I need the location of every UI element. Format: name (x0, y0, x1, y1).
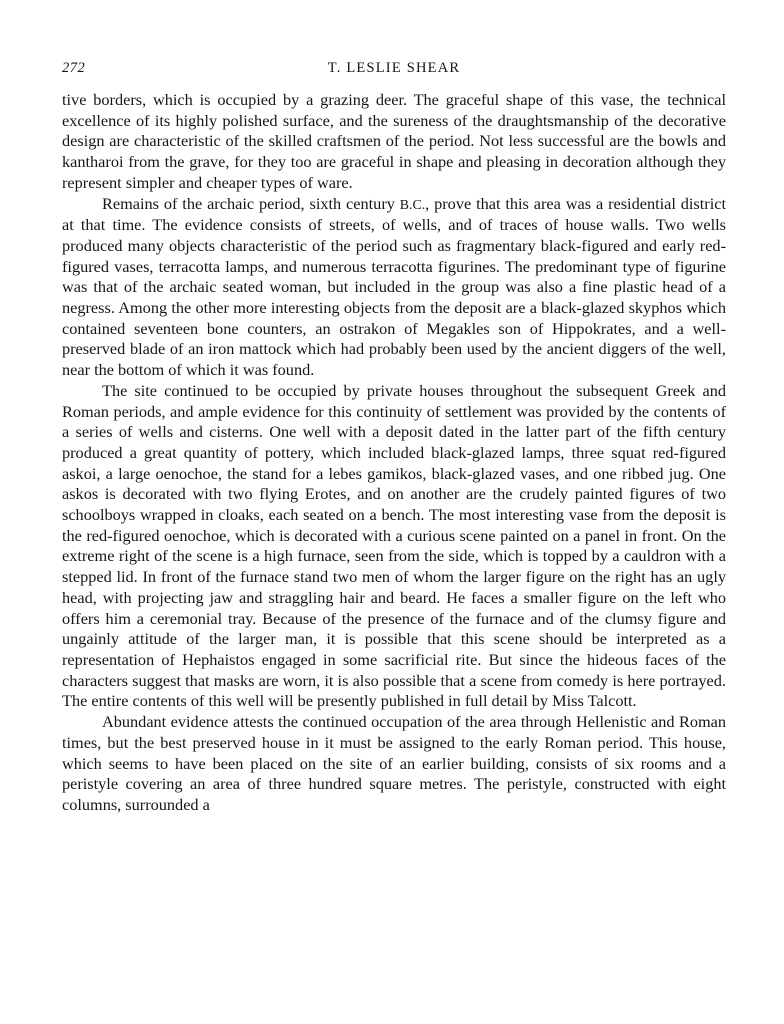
paragraph-text: Remains of the archaic period, sixth century (102, 193, 400, 213)
paragraph-archaic-period (62, 194, 726, 381)
running-title: T. LESLIE SHEAR (327, 60, 461, 76)
paragraph-continuation: tive borders, which is occupied by a grazing deer. The graceful shape of this vase, the technical excellence of its highly polished surface, and the sureness of the draughtsmanship of the decorative design are characteristic of the skilled craftsmen of the period. Not less successful are the bowls and kantharoi from the grave, for they too are graceful in shape and pleasing in decoration although they represent simpler and cheaper types of ware. (62, 90, 726, 192)
body-text (62, 90, 726, 816)
document-page (62, 60, 726, 816)
paragraph-greek-roman: The site continued to be occupied by private houses throughout the subsequent Greek and Roman periods, and ample evidence for this continuity of settlement was provided by the contents of a series of wells and cisterns. One well with a deposit dated in the latter part of the fifth century produced a great quantity of pottery, which included black-glazed lamps, three squat red-figured askoi, a large oenochoe, the stand for a lebes gamikos, black-glazed vases, and one ribbed jug. One askos is decorated with two flying Erotes, and on another are the crudely painted figures of two schoolboys wrapped in cloaks, each seated on a bench. The most interesting vase from the deposit is the red-figured oenochoe, which is decorated with a curious scene painted on a panel in front. On the extreme right of the scene is a high furnace, seen from the side, which is topped by a cauldron with a stepped lid. In front of the furnace stand two men of whom the larger figure on the right has an ugly head, with projecting jaw and straggling hair and beard. He faces a smaller figure on the left who offers him a ceremonial tray. Because of the presence of the furnace and of the clumsy figure and ungainly attitude of the larger man, it is possible that this scene should be interpreted as a representation of Hephaistos engaged in some sacrificial rite. But since the hideous faces of the characters suggest that masks are worn, it is also possible that a scene from comedy is here portrayed. The entire contents of this well will be presently published in full detail by Miss Talcott. (62, 380, 726, 711)
running-head (62, 60, 726, 82)
era-abbreviation: B.C. (399, 196, 426, 212)
paragraph-text: , prove that this area was a residential district at that time. The evidence consists of streets, of wells, and of traces of house walls. Two wells produced many objects characteristic of the period such as fragmentary black-figured and early red-figured vases, terracotta lamps, and numerous terracotta figurines. The predominant type of figurine was that of the archaic seated woman, but included in the group was also a fine plastic head of a negress. Among the other more interesting objects from the deposit are a black-glazed skyphos which contained seventeen bone counters, an ostrakon of Megakles son of Hippokrates, and a well-preserved blade of an iron mattock which had probably been used by the ancient diggers of the well, near the bottom of which it was found. (62, 193, 726, 380)
paragraph-hellenistic: Abundant evidence attests the continued occupation of the area through Hellenistic and Roman times, but the best preserved house in it must be assigned to the early Roman period. This house, which seems to have been placed on the site of an earlier building, consists of six rooms and a peristyle covering an area of three hundred square metres. The peristyle, constructed with eight columns, surrounded a (62, 712, 726, 814)
page-number: 272 (62, 60, 86, 76)
